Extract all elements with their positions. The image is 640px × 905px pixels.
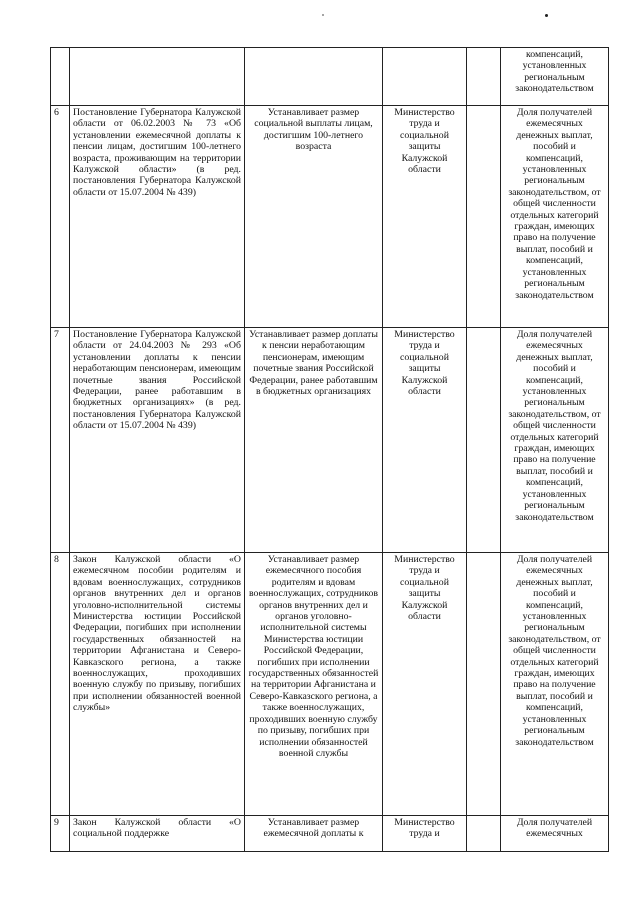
scan-speck — [545, 14, 548, 17]
empty-cell — [467, 48, 501, 106]
document-purpose: Устанавливает размер доплаты к пенсии неработающим пенсионерам, имеющим почетные звания Российской Федерации, ранее работавшим в бюджетных организациях — [245, 328, 383, 553]
empty-cell — [467, 553, 501, 816]
table-row — [51, 106, 609, 328]
table-row — [51, 553, 609, 816]
indicator-cell: Доля получателей ежемесячных денежных выплат, пособий и компенсаций, установленных региональным законодательством, от общей численности отдельных категорий граждан, имеющих право на получение выплат, пособий и компенсаций, установленных региональным законодательством — [501, 553, 609, 816]
document-purpose: Устанавливает размер ежемесячного пособия родителям и вдовам военнослужащих, сотрудников органов внутренних дел и органов уголовно-исполнительной системы Министерства юстиции Российской Федерации, погибших при исполнении государственных обязанностей на территории Афганистана и Северо-Кавказского региона, а также военнослужащих, проходивших военную службу по призыву, погибших при исполнении обязанностей военной службы — [245, 553, 383, 816]
document-title: Постановление Губернатора Калужской области от 06.02.2003 № 73 «Об установлении ежемесячной доплаты к пенсии лицам, достигшим 100-летнего возраста, проживающим на территории Калужской области» (в ред. постановления Губернатора Калужской области от 15.07.2004 № 439) — [70, 106, 245, 328]
responsible-body: Министерство труда и социальной защиты Калужской области — [383, 553, 467, 816]
document-title — [70, 48, 245, 106]
indicator-cell: Доля получателей ежемесячных денежных выплат, пособий и компенсаций, установленных региональным законодательством, от общей численности отдельных категорий граждан, имеющих право на получение выплат, пособий и компенсаций, установленных региональным законодательством — [501, 106, 609, 328]
document-title: Закон Калужской области «О социальной поддержке — [70, 816, 245, 852]
responsible-body — [383, 48, 467, 106]
programs-table — [50, 47, 609, 852]
empty-cell — [467, 328, 501, 553]
table-row — [51, 816, 609, 852]
empty-cell — [467, 106, 501, 328]
row-number: 8 — [51, 553, 70, 816]
document-purpose: Устанавливает размер ежемесячной доплаты к — [245, 816, 383, 852]
responsible-body: Министерство труда и — [383, 816, 467, 852]
responsible-body: Министерство труда и социальной защиты Калужской области — [383, 328, 467, 553]
table-row — [51, 48, 609, 106]
responsible-body: Министерство труда и социальной защиты Калужской области — [383, 106, 467, 328]
row-number: 7 — [51, 328, 70, 553]
document-purpose: Устанавливает размер социальной выплаты лицам, достигшим 100-летнего возраста — [245, 106, 383, 328]
document-title: Закон Калужской области «О ежемесячном пособии родителям и вдовам военнослужащих, сотрудников органов внутренних дел и органов уголовно-исполнительной системы Министерства юстиции Российской Федерации, погибших при исполнении государственных обязанностей на территории Афганистана и Северо-Кавказского региона, а также военнослужащих, проходивших военную службу по призыву, погибших при исполнении обязанностей военной службы» — [70, 553, 245, 816]
row-number: 6 — [51, 106, 70, 328]
indicator-cell: компенсаций, установленных региональным законодательством — [501, 48, 609, 106]
empty-cell — [467, 816, 501, 852]
document-purpose — [245, 48, 383, 106]
document-title: Постановление Губернатора Калужской области от 24.04.2003 № 293 «Об установлении доплаты к пенсии неработающим пенсионерам, имеющим почетные звания Российской Федерации, ранее работавшим в бюджетных организациях» (в ред. постановления Губернатора Калужской области от 15.07.2004 № 439) — [70, 328, 245, 553]
row-number: 9 — [51, 816, 70, 852]
indicator-cell: Доля получателей ежемесячных денежных выплат, пособий и компенсаций, установленных региональным законодательством, от общей численности отдельных категорий граждан, имеющих право на получение выплат, пособий и компенсаций, установленных региональным законодательством — [501, 328, 609, 553]
row-number — [51, 48, 70, 106]
table-row — [51, 328, 609, 553]
scan-speck-small — [322, 14, 324, 16]
indicator-cell: Доля получателей ежемесячных — [501, 816, 609, 852]
